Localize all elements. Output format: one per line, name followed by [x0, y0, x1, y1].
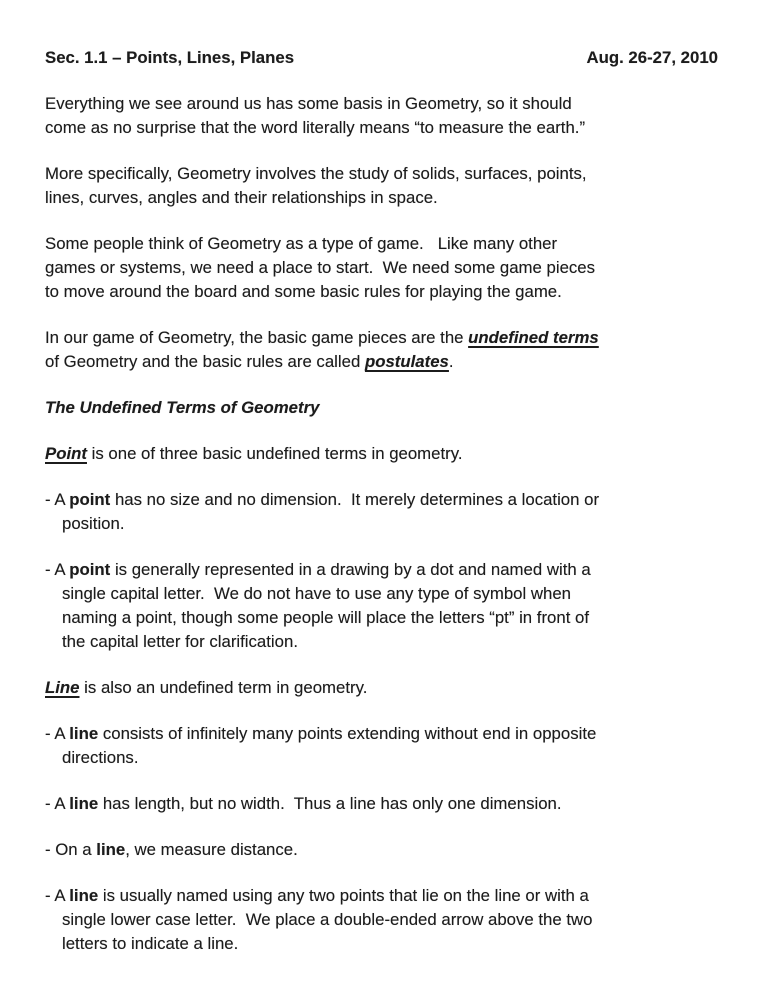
text-run: lines, curves, angles and their relationships in space.: [45, 188, 438, 207]
bold-point: point: [69, 560, 111, 579]
paragraph-more-specifically: [45, 162, 718, 210]
text-run: - On a: [45, 840, 97, 859]
text-run: come as no surprise that the word literally means “to measure the earth.”: [45, 118, 586, 137]
text-run: Everything we see around us has some basis in Geometry, so it should: [45, 94, 572, 113]
text-run: single capital letter. We do not have to use any type of symbol when: [62, 584, 572, 603]
bold-line: line: [69, 724, 99, 743]
text-run: the capital letter for clarification.: [62, 632, 298, 651]
term-line: Line: [45, 678, 80, 697]
text-run: of Geometry and the basic rules are called: [45, 352, 365, 371]
doc-title: Sec. 1.1 – Points, Lines, Planes: [45, 48, 295, 67]
bold-line: line: [96, 840, 126, 859]
term-point: Point: [45, 444, 87, 463]
text-run: - A: [45, 490, 70, 509]
text-run: naming a point, though some people will place the letters “pt” in front of: [62, 608, 590, 627]
text-run: consists of infinitely many points extending without end in opposite: [98, 724, 597, 743]
text-run: - A: [45, 794, 70, 813]
bold-point: point: [69, 490, 111, 509]
bullet-line-length: [45, 792, 718, 816]
text-run: is also an undefined term in geometry.: [79, 678, 368, 697]
text-run: - A: [45, 560, 70, 579]
bold-line: line: [69, 794, 99, 813]
text-run: directions.: [62, 748, 139, 767]
paragraph-game-pieces: [45, 326, 718, 374]
text-run: In our game of Geometry, the basic game pieces are the: [45, 328, 469, 347]
paragraph-game-analogy: [45, 232, 718, 304]
bullet-line-infinite: [45, 722, 718, 770]
paragraph-line-intro: [45, 676, 718, 700]
paragraph-point-intro: [45, 442, 718, 466]
text-run: to move around the board and some basic rules for playing the game.: [45, 282, 562, 301]
term-undefined-terms: undefined terms: [468, 328, 599, 347]
text-run: position.: [62, 514, 125, 533]
text-run: - A: [45, 724, 70, 743]
text-run: is one of three basic undefined terms in geometry.: [86, 444, 463, 463]
text-run: games or systems, we need a place to start. We need some game pieces: [45, 258, 596, 277]
text-run: letters to indicate a line.: [62, 934, 239, 953]
text-run: has no size and no dimension. It merely determines a location or: [110, 490, 600, 509]
doc-date: Aug. 26-27, 2010: [586, 48, 718, 67]
text-run: .: [448, 352, 454, 371]
bullet-point-representation: [45, 558, 718, 654]
text-run: More specifically, Geometry involves the study of solids, surfaces, points,: [45, 164, 587, 183]
text-run: has length, but no width. Thus a line has only one dimension.: [98, 794, 562, 813]
bullet-point-size: [45, 488, 718, 536]
text-run: is generally represented in a drawing by a dot and named with a: [110, 560, 591, 579]
bullet-line-distance: [45, 838, 718, 862]
term-postulates: postulates: [364, 352, 449, 371]
text-run: - A: [45, 886, 70, 905]
text-run: is usually named using any two points that lie on the line or with a: [98, 886, 589, 905]
text-run: single lower case letter. We place a double-ended arrow above the two: [62, 910, 593, 929]
text-run: Some people think of Geometry as a type of game. Like many other: [45, 234, 558, 253]
bullet-line-naming: [45, 884, 718, 956]
section-heading-undefined-terms: The Undefined Terms of Geometry: [45, 398, 320, 417]
text-run: , we measure distance.: [125, 840, 298, 859]
doc-header: [45, 46, 718, 70]
bold-line: line: [69, 886, 99, 905]
paragraph-geometry-basis: [45, 92, 718, 140]
